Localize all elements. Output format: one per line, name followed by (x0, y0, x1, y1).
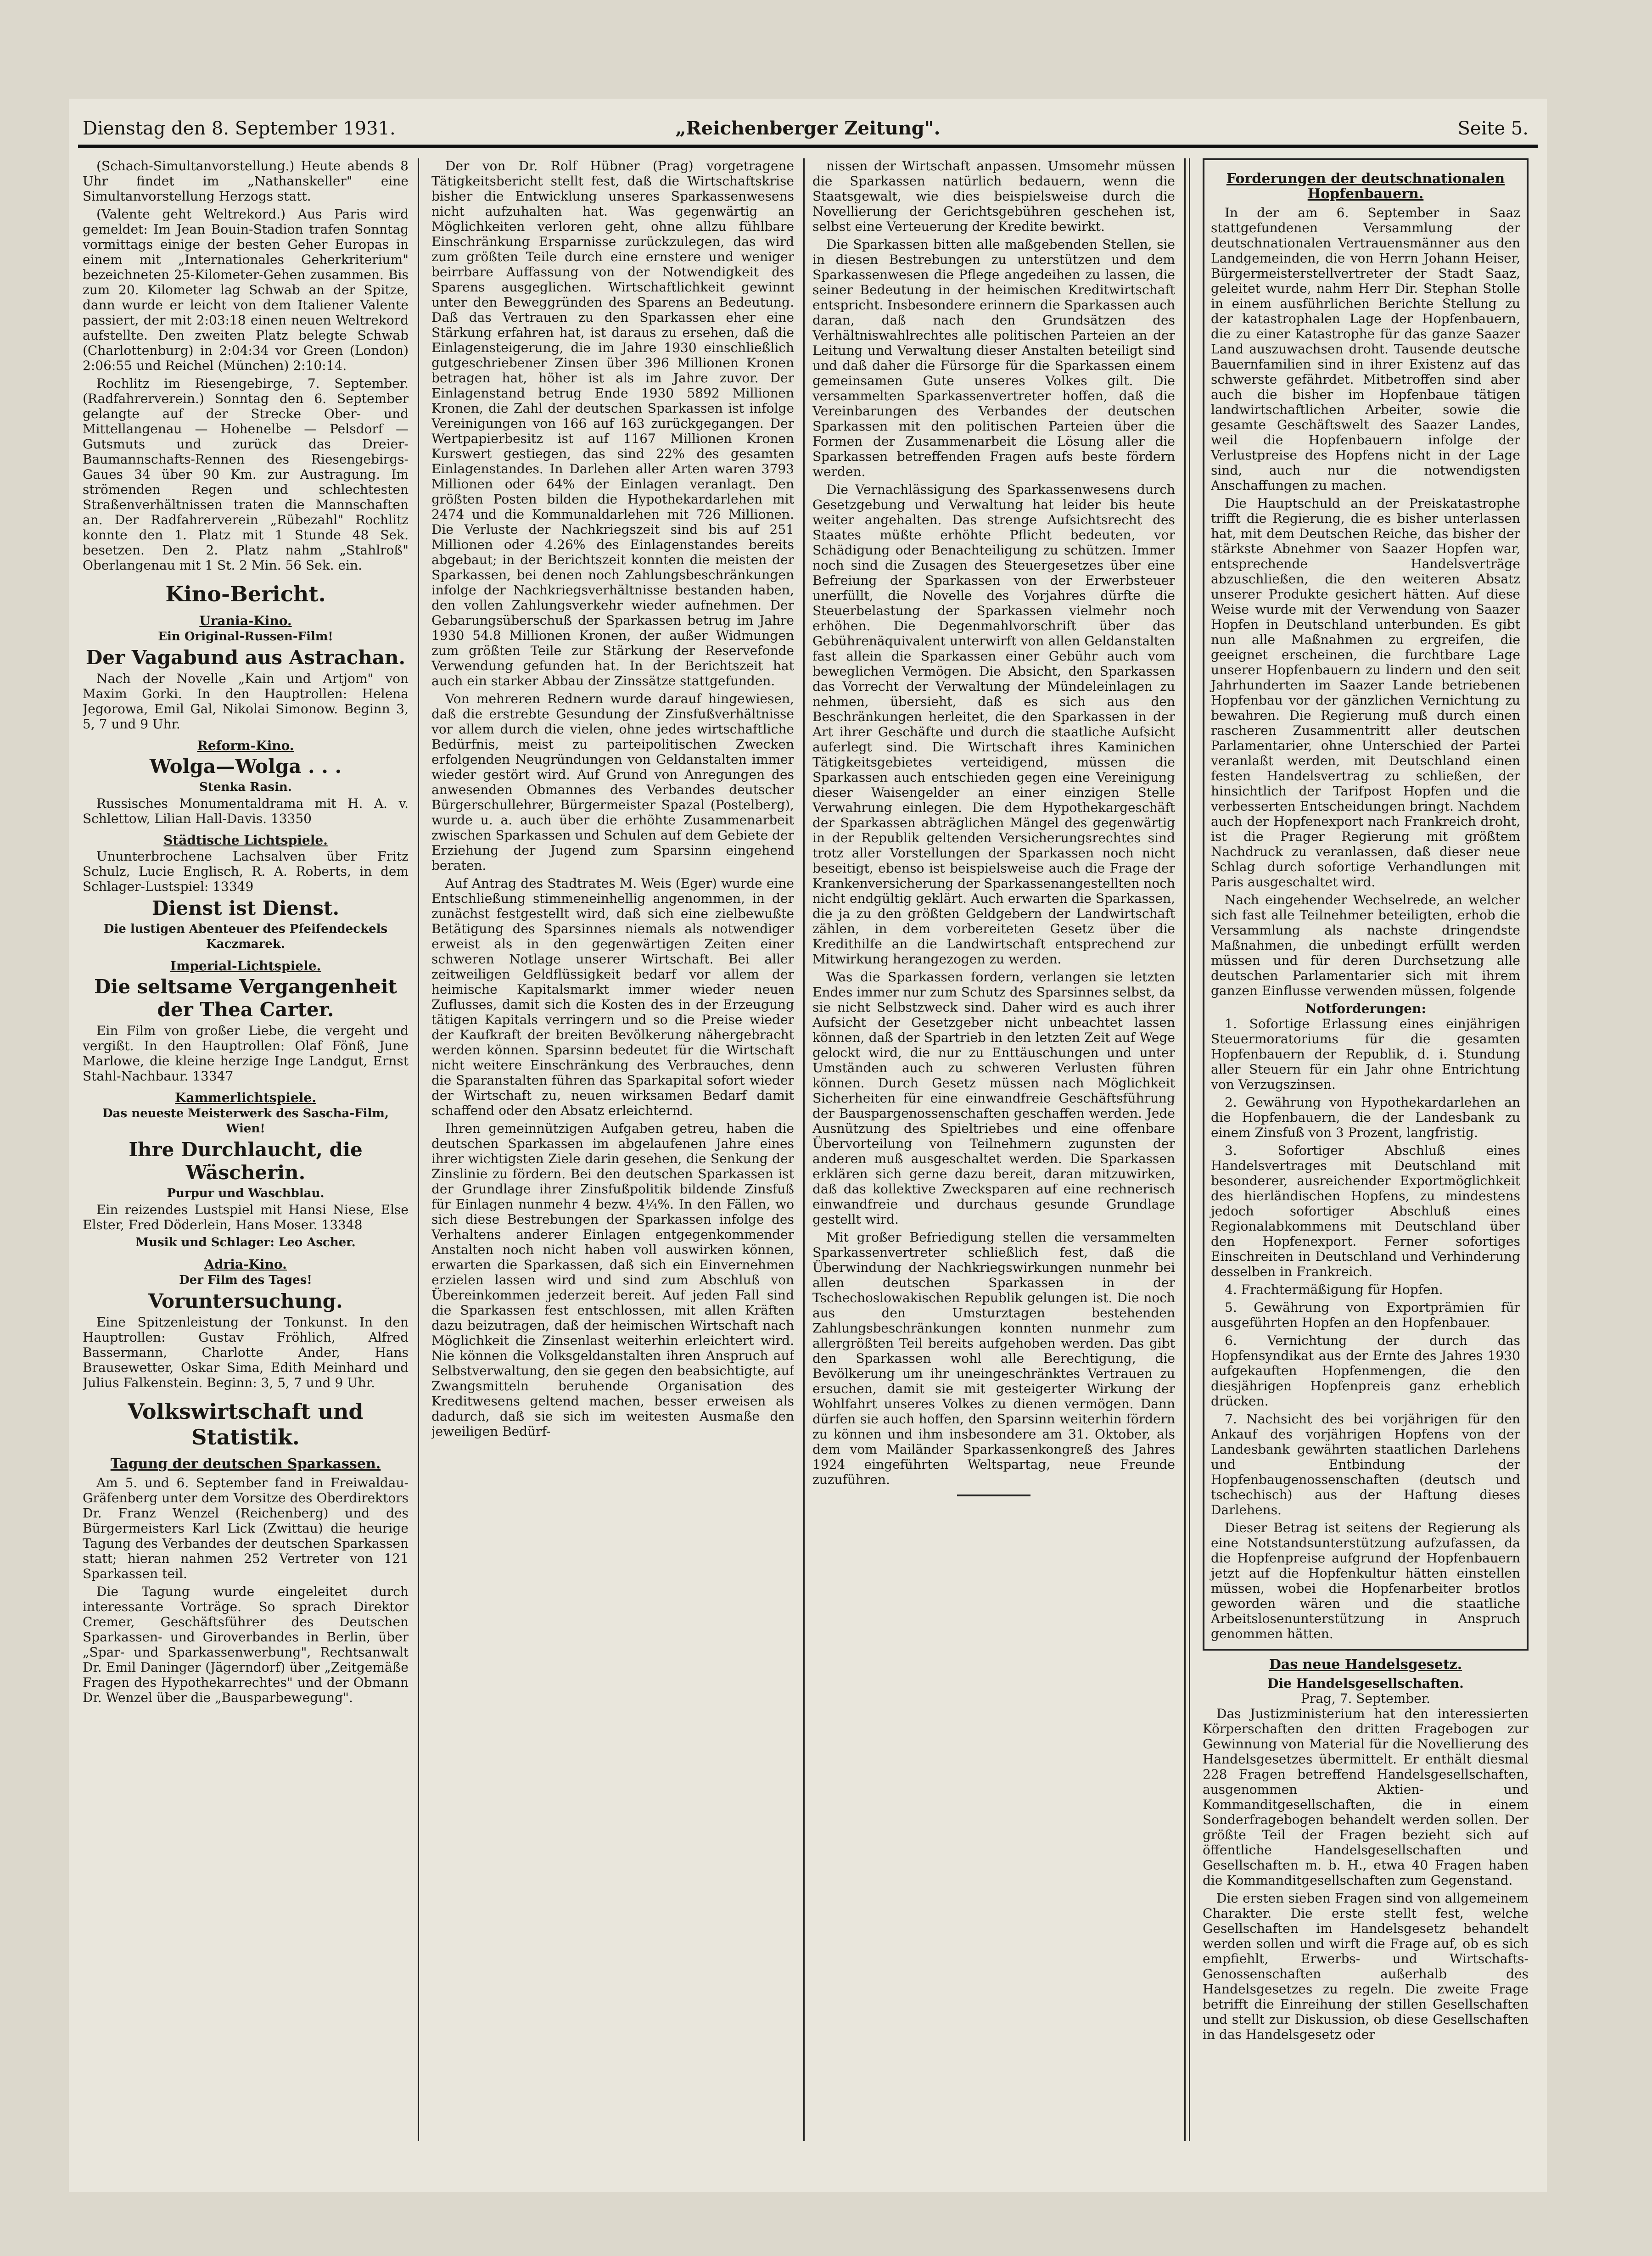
article-paragraph: Das Justizministerium hat den interessierten Körperschaften den dritten Fragebogen zur Gewinnung von Material für die Novellierung des Handelsgesetzes übermittelt. Er enthält diesmal 228 Fragen betreffend Handelsgesellschaften, ausgenommen Aktien- und Kommanditgesellschaften, die in einem Sonderfragebogen behandelt werden sollen. Der größte Teil der Fragen bezieht sich auf öffentliche Handelsgesellschaften und Gesellschaften m. b. H., etwa 40 Fragen haben die Kommanditgesellschaften zum Gegenstand. (1203, 1706, 1529, 1888)
article-paragraph: Die Vernachlässigung des Sparkassenwesens durch Gesetzgebung und Verwaltung hat leider bis heute weiter angehalten. Das strenge Aufsichtsrecht des Staates müßte erhöhte Pflicht bedeuten, vor Schädigung oder Benachteiligung zu schützen. Immer noch sind die Zusagen des Steuergesetzes über eine Befreiung der Sparkassen von der Erwerbsteuer unerfüllt, die Novelle des Vorjahres dürfte die Steuerbelastung der Sparkassen vielmehr noch erhöhen. Die Degenmahlvorschrift über das Gebührenäquivalent unterwirft von allen Geldanstalten fast allein die Sparkassen einer Gebühr auch vom beweglichen Vermögen. Die Absicht, den Sparkassen das Vorrecht der Verwaltung der Mündeleinlagen zu nehmen, übersieht, daß es sich aus den Beschränkungen herleitet, die den Sparkassen in der Art ihrer Geschäfte und durch die staatliche Aufsicht auferlegt sind. Die Wirtschaft ihres Kaminichen Tätigkeitsgebietes verteidigend, müssen die Sparkassen auch entschieden gegen eine Vereinigung dieser Waisengelder an einer einzigen Stelle Verwahrung einlegen. Die dem Hypothekargeschäft der Sparkassen abträglichen Mängel des gegenwärtig in der Republik geltenden Versicherungsrechtes sind trotz aller Vorstellungen der Sparkassen noch nicht beseitigt, ebenso ist beispielsweise auch die Frage der Krankenversicherung der Sparkassenangestellten noch nicht endgültig geklärt. Auch erwarten die Sparkassen, die ja zu den größten Geldgebern der Landwirtschaft zählen, in dem vorbereiteten Gesetz über die Kredithilfe an die Landwirtschaft entsprechend zur Mitwirkung herangezogen zu werden. (812, 482, 1175, 967)
column-rule (803, 158, 805, 2141)
article-paragraph: Am 5. und 6. September fand in Freiwaldau-Gräfenberg unter dem Vorsitze des Oberdirektors Dr. Franz Wenzel (Reichenberg) und des Bürgermeisters Karl Lick (Zwittau) die heurige Tagung des Verbandes der deutschen Sparkassen statt; hieran nahmen 252 Vertreter von 121 Sparkassen teil. (83, 1475, 409, 1581)
demand-item: 3. Sofortiger Abschluß eines Handelsvertrages mit Deutschland mit besonderer, ausreichender Exportmöglichkeit des hierländischen Hopfens, zu mindestens jedoch sofortiger Abschluß eines Regionalabkommens mit Deutschland über den Hopfenexport. Ferner sofortiges Einschreiten in Deutschland und Verhinderung desselben in Frankreich. (1211, 1143, 1520, 1279)
article-paragraph: Rochlitz im Riesengebirge, 7. September. (Radfahrerverein.) Sonntag den 6. September gelangte auf der Strecke Ober- und Mittellangenau — Hohenelbe — Pelsdorf — Gutsmuts und zurück das Dreier-Baumannschafts-Rennen des Riesengebirgs-Gaues 34 über 90 Km. zur Austragung. Im strömenden Regen und schlechtesten Straßenverhältnissen traten die Mannschaften an. Der Radfahrerverein „Rübezahl" Rochlitz konnte den 1. Platz mit 1 Stunde 48 Sek. besetzen. Den 2. Platz nahm „Stahlroß" Oberlangenau mit 1 St. 2 Min. 56 Sek. ein. (83, 376, 409, 573)
movie-description: Nach der Novelle „Kain und Artjom" von Maxim Gorki. In den Hauptrollen: Helena Jegorowa, Emil Gal, Nikolai Simonow. Beginn 3, 5, 7 und 9 Uhr. (83, 671, 409, 732)
movie-title: Der Vagabund aus Astrachan. (85, 646, 406, 669)
article-heading: Forderungen der deutschnationalen Hopfenbauern. (1226, 171, 1505, 202)
movie-description: Eine Spitzenleistung der Tonkunst. In den Hauptrollen: Gustav Fröhlich, Alfred Bassermann, Charlotte Ander, Hans Brausewetter, Oskar Sima, Edith Meinhard und Julius Falkenstein. Beginn: 3, 5, 7 und 9 Uhr. (83, 1315, 409, 1390)
cinema-subtitle: Purpur und Waschblau. (167, 1187, 325, 1200)
column-rule (1189, 158, 1190, 2141)
demand-item: 6. Vernichtung der durch das Hopfensyndikat aus der Ernte des Jahres 1930 aufgekauften Hopfenmengen, die den diesjährigen Hopfenpreis ganz erheblich drücken. (1211, 1333, 1520, 1409)
cinema-subtitle: Der Film des Tages! (179, 1273, 312, 1287)
header-date: Dienstag den 8. September 1931. (83, 118, 396, 139)
section-title-kino: Kino-Bericht. (165, 582, 326, 606)
cinema-name: Städtische Lichtspiele. (163, 833, 328, 848)
article-heading: Das neue Handelsgesetz. (1269, 1657, 1462, 1673)
movie-title: Voruntersuchung. (148, 1290, 343, 1312)
newspaper-page (69, 99, 1547, 2192)
article-paragraph: nissen der Wirtschaft anpassen. Umsomehr müssen die Sparkassen natürlich bedauern, wenn die Staatsgewalt, wie dies beispielsweise durch die Novellierung der Gerichtsgebühren geschehen ist, selbst eine Verteuerung der Kredite bewirkt. (812, 158, 1175, 234)
demand-item: 1. Sofortige Erlassung eines einjährigen Steuermoratoriums für die gesamten Hopfenbauern der Republik, d. i. Stundung aller Steuern für ein Jahr ohne Entrichtung von Verzugszinsen. (1211, 1016, 1520, 1092)
article-dateline: Prag, 7. September. (1300, 1691, 1430, 1706)
movie-title: Ihre Durchlaucht, die Wäscherin. (129, 1138, 363, 1184)
movie-description: Ununterbrochene Lachsalven über Fritz Schulz, Lucie Englisch, R. A. Roberts, in dem Schlager-Lustspiel: 13349 (83, 849, 409, 894)
article-paragraph: Der von Dr. Rolf Hübner (Prag) vorgetragene Tätigkeitsbericht stellt fest, daß die Wirtschaftskrise bisher die Entwicklung unseres Sparkassenwesens nicht aufzuhalten hat. Was gegenwärtig an Möglichkeiten verloren geht, ohne allzu fühlbare Einschränkung Ersparnisse zurückzulegen, das wird zum größten Teile durch eine ernstere und weniger beirrbare Auffassung von der Notwendigkeit des Sparens ausgeglichen. Wirtschaftlichkeit gewinnt unter den Beweggründen des Sparens an Bedeutung. Daß das Vertrauen zu den Sparkassen eher eine Stärkung erfahren hat, ist daraus zu ersehen, daß die Einlagensteigerung, die im Jahre 1930 einschließlich gutgeschriebener Zinsen über 396 Millionen Kronen betragen hat, höher ist als im Jahre zuvor. Der Einlagenstand betrug Ende 1930 5892 Millionen Kronen, die Zahl der deutschen Sparkassen ist infolge Vereinigungen von 166 auf 163 zurückgegangen. Der Wertpapierbesitz ist auf 1167 Millionen Kronen Kurswert gestiegen, das sind 22% des gesamten Einlagenstandes. In Darlehen aller Arten waren 3793 Millionen oder 64% der Einlagen veranlagt. Den größten Posten bilden die Hypothekardarlehen mit 2474 und die Kommunaldarlehen mit 726 Millionen. Die Verluste der Nachkriegszeit sind bis auf 251 Millionen oder 4.26% des Einlagenstandes bereits abgebaut; in der Berichtszeit konnten die meisten der Sparkassen, bei denen noch Zahlungsbeschränkungen infolge der Nachkriegsverhältnisse bestanden haben, den vollen Zahlungsverkehr wieder aufnehmen. Der Gebarungsüberschuß der Sparkassen betrug im Jahre 1930 54.8 Millionen Kronen, der außer Widmungen zum größten Teile zur Stärkung der Reservefonde Verwendung gefunden hat. In der Berichtszeit hat auch ein starker Abbau der Zinssätze stattgefunden. (431, 158, 794, 689)
article-paragraph: Was die Sparkassen fordern, verlangen sie letzten Endes immer nur zum Schutz des Sparsinnes selbst, da sie nicht Selbstzweck sind. Daher wird es auch ihrer Aufsicht der Gesetzgeber nicht unbeachtet lassen können, daß der Spartrieb in den letzten Zeit auf Wege gelockt wird, die nur zu Enttäuschungen und unter Umständen auch zu schweren Verlusten führen können. Durch Gesetz müssen nach Möglichkeit Sicherheiten für eine einwandfreie Geschäftsführung der Bauspargenossenschaften geschaffen werden. Jede Ausnützung des Spieltriebes und eine offenbare Übervorteilung von Teilnehmern zugunsten der anderen muß ausgeschaltet werden. Die Sparkassen erklären sich gerne dazu bereit, daran mitzuwirken, daß das kollektive Zwecksparen auf eine rechnerisch einwandfreie und durchaus gesunde Grundlage gestellt wird. (812, 969, 1175, 1227)
article-paragraph: Die Hauptschuld an der Preiskatastrophe trifft die Regierung, die es bisher unterlassen hat, mit dem Deutschen Reiche, das bisher der stärkste Abnehmer von Saazer Hopfen war, entsprechende Handelsverträge abzuschließen, die den weiteren Absatz unserer Produkte gesichert hätten. Auf diese Weise wurde mit der Verwendung von Saazer Hopfen in Deutschland unterbunden. Es gibt nun alle Maßnahmen zu ergreifen, die geeignet erscheinen, die furchtbare Lage unserer Hopfenbauern zu lindern und den seit Jahrhunderten im Saazer Lande betriebenen Hopfenbau vor der gänzlichen Vernichtung zu bewahren. Die Regierung muß durch einen rascheren Zusammentritt aller deutschen Parlamentarier, ohne Unterschied der Partei veranlaßt werden, mit Deutschland einen festen Handelsvertrag zu schließen, der hinsichtlich der Tarifpost Hopfen und die verbesserten Entscheidungen bringt. Nachdem auch der Hopfenexport nach Frankreich droht, ist die Prager Regierung mit größtem Nachdruck zu veranlassen, daß dieser neue Schlag durch sofortige Verhandlungen mit Paris ausgeschaltet wird. (1211, 496, 1520, 890)
article-paragraph: Mit großer Befriedigung stellen die versammelten Sparkassenvertreter schließlich fest, daß die Überwindung der Nachkriegswirkungen nunmehr bei allen deutschen Sparkassen in der Tschechoslowakischen Republik gelungen ist. Die noch aus den Umsturztagen bestehenden Zahlungsbeschränkungen konnten nunmehr zum allergrößten Teil bereits aufgehoben werden. Das gibt den Sparkassen wohl alle Berechtigung, die Bevölkerung um ihr uneingeschränktes Vertrauen zu ersuchen, damit sie mit gesteigerter Wirkung der Wohlfahrt unseres Volkes zu dienen vermögen. Dann dürfen sie auch hoffen, den Sparsinn weiterhin fördern zu können und ihm insbesondere am 31. Oktober, als dem vom Mailänder Sparkassenkongreß des Jahres 1924 eingeführten Weltspartag, neue Freunde zuzuführen. (812, 1230, 1175, 1487)
cinema-name: Kammerlichtspiele. (175, 1090, 316, 1105)
movie-title: Die seltsame Vergangenheit der Thea Carter. (94, 975, 398, 1021)
article-end-rule (957, 1495, 1030, 1496)
article-paragraph: Die Sparkassen bitten alle maßgebenden Stellen, sie in diesen Bestrebungen zu unterstützen und dem Sparkassenwesen die Pflege angedeihen zu lassen, die seiner Bedeutung in der heimischen Kreditwirtschaft entspricht. Insbesondere erinnern die Sparkassen auch daran, daß nach den Grundsätzen des Verhältniswahlrechtes alle politischen Parteien an der Leitung und Verwaltung dieser Anstalten beteiligt sind und daß daher die Fürsorge für die Sparkassen einem gemeinsamen Gute unseres Volkes gilt. Die versammelten Sparkassenvertreter hoffen, daß die Vereinbarungen des Verbandes der deutschen Sparkassen mit den politischen Parteien über die Formen der Zusammenarbeit die Lösung aller die Sparkassen betreffenden Fragen aufs beste fördern werden. (812, 237, 1175, 479)
demand-item: 7. Nachsicht des bei vorjährigen für den Ankauf des vorjährigen Hopfens von der Landesbank gewährten staatlichen Darlehens und Entbindung der Hopfenbaugenossenschaften (deutsch und tschechisch) aus der Haftung dieses Darlehens. (1211, 1411, 1520, 1517)
article-paragraph: (Valente geht Weltrekord.) Aus Paris wird gemeldet: Im Jean Bouin-Stadion trafen Sonntag vormittags einige der besten Geher Europas in einem mit „Internationales Geherkriterium" bezeichneten 25-Kilometer-Gehen zusammen. Bis zum 20. Kilometer lag Schwab an der Spitze, dann wurde er leicht von dem Italiener Valente passiert, der mit 2:03:18 einen neuen Weltrekord aufstellte. Den zweiten Platz belegte Schwab (Charlottenburg) in 2:04:34 vor Green (London) 2:06:55 und Reichel (München) 2:10:14. (83, 207, 409, 373)
column-4 (1203, 158, 1529, 2169)
column-rule (1184, 158, 1186, 2141)
cinema-name: Reform-Kino. (197, 738, 294, 753)
header-paper-title: „Reichenberger Zeitung". (675, 118, 941, 139)
article-paragraph: In der am 6. September in Saaz stattgefundenen Versammlung der deutschnationalen Vertrauensmänner aus den Landgemeinden, die von Herrn Johann Heiser, Bürgermeisterstellvertreter der Stadt Saaz, geleitet wurde, nahm Herr Dir. Stephan Stolle in einem ausführlichen Berichte Stellung zu der katastrophalen Lage der Hopfenbauern, die zu einer Katastrophe für das ganze Saazer Land auszuwachsen droht. Tausende deutsche Bauernfamilien sind in ihrer Existenz auf das schwerste gefährdet. Mitbetroffen sind aber auch die bisher im Hopfenbaue tätigen landwirtschaftlichen Arbeiter, sowie die gesamte Geschäftswelt des Saazer Landes, weil die Hopfenbauern infolge der Verlustpreise des Hopfens nicht in der Lage sind, auch nur die notwendigsten Anschaffungen zu machen. (1211, 205, 1520, 493)
cinema-name: Imperial-Lichtspiele. (170, 958, 321, 974)
cinema-subtitle: Ein Original-Russen-Film! (158, 630, 333, 644)
movie-title: Dienst ist Dienst. (151, 897, 340, 919)
column-rule (418, 158, 419, 2141)
demand-item: 2. Gewährung von Hypothekardarlehen an die Hopfenbauern, die der Landesbank zu einem Zinsfuß von 3 Prozent, langfristig. (1211, 1095, 1520, 1140)
article-paragraph: Die ersten sieben Fragen sind von allgemeinem Charakter. Die erste stellt fest, welche Gesellschaften im Handelsgesetz behandelt werden sollen und wirft die Frage auf, ob es sich empfiehlt, Erwerbs- und Wirtschafts-Genossenschaften außerhalb des Handelsgesetzes zu regeln. Die zweite Frage betrifft die Einreihung der stillen Gesellschaften und stellt zur Diskussion, ob diese Gesellschaften in das Handelsgesetz oder (1203, 1891, 1529, 2042)
column-2 (431, 158, 794, 2169)
article-subheading: Tagung der deutschen Sparkassen. (110, 1456, 381, 1472)
article-paragraph: Auf Antrag des Stadtrates M. Weis (Eger) wurde eine Entschließung stimmeneinhellig angenommen, in der zunächst festgestellt wird, daß sich eine zielbewußte Betätigung des Sparsinnes niemals als notwendiger erweist als in den gegenwärtigen Zeiten einer schweren Notlage unserer Wirtschaft. Bei aller zeitweiligen Geldflüssigkeit bedarf vor allem der heimische Kapitalsmarkt immer wieder neuen Zuflusses, damit sich die Kosten des in der Erzeugung tätigen Kapitals verringern und so die Preise wieder der Kaufkraft der breiten Bevölkerung nähergebracht werden können. Sparsinn bedeutet für die Wirtschaft nicht weitere Einschränkung des Verbrauches, denn die Sparanstalten führen das Sparkapital sofort wieder der Wirtschaft zu, neuen wirksamen Bedarf damit schaffend oder den Absatz erleichternd. (431, 876, 794, 1118)
demand-item: 4. Frachtermäßigung für Hopfen. (1225, 1282, 1443, 1297)
cinema-subtitle: Die lustigen Abenteuer des Pfeifendeckels Kaczmarek. (103, 922, 388, 951)
column-3 (812, 158, 1175, 2169)
demands-heading: Notforderungen: (1305, 1001, 1426, 1016)
page-header (69, 112, 1547, 145)
article-paragraph: Dieser Betrag ist seitens der Regierung als eine Notstandsunterstützung aufzufassen, da die Hopfenpreise aufgrund der Hopfenbauern jetzt auf die Hopfenkultur hätten einstellen müssen, wobei die Hopfenarbeiter brotlos geworden wären und die staatliche Arbeitslosenunterstützung in Anspruch genommen hätten. (1211, 1520, 1520, 1641)
article-paragraph: Ihren gemeinnützigen Aufgaben getreu, haben die deutschen Sparkassen im abgelaufenen Jahre eines ihrer wichtigsten Ziele darin gesehen, die Senkung der Zinslinie zu fördern. Bei den deutschen Sparkassen ist der Grundlage ihrer Zinsfußpolitik bildende Zinsfuß für Einlagen nunmehr 4 bezw. 4¼%. In den Fällen, wo sich diese Bestrebungen der Sparkassen infolge des Verhaltens anderer Einlagen entgegenkommender Anstalten noch nicht haben voll auswirken können, erwarten die Sparkassen, daß sich ein Einvernehmen erzielen lassen wird und sind zum Abschluß von Übereinkommen jederzeit bereit. Auf jeden Fall sind die Sparkassen fest entschlossen, mit allen Kräften dazu beizutragen, daß der heimischen Wirtschaft nach Möglichkeit die Zinsenlast weiterhin erleichtert wird. Nie können die Volksgeldanstalten ihren Anspruch auf Selbstverwaltung, den sie gegen den beabsichtigte, auf Zwangsmitteln beruhende Organisation des Kreditwesens geltend machen, besser erweisen als dadurch, daß sie sich im weitesten Ausmaße den jeweiligen Bedürf- (431, 1121, 794, 1439)
movie-description: Russisches Monumentaldrama mit H. A. v. Schlettow, Lilian Hall-Davis. 13350 (83, 796, 409, 826)
demand-item: 5. Gewährung von Exportprämien für ausgeführten Hopfen an den Hopfenbauer. (1211, 1300, 1520, 1330)
header-rule (78, 145, 1538, 148)
movie-music-credit: Musik und Schlager: Leo Ascher. (135, 1236, 356, 1249)
cinema-subtitle: Stenka Rasin. (199, 780, 292, 794)
cinema-name: Adria-Kino. (204, 1257, 287, 1272)
cinema-subtitle: Das neueste Meisterwerk des Sascha-Film, Wien! (102, 1107, 389, 1136)
article-paragraph: Von mehreren Rednern wurde darauf hingewiesen, daß die erstrebte Gesundung der Zinsfußverhältnisse vor allem durch die vielen, ohne jedes wirtschaftliche Bedürfnis, meist zu parteipolitischen Zwecken erfolgenden Neugründungen von Geldanstalten immer wieder gestört wird. Auf Grund von Anregungen des anwesenden Obmannes des Verbandes deutscher Bürgerschullehrer, Bürgermeister Spazal (Postelberg), wurde u. a. auch über die erhöhte Zusammenarbeit zwischen Sparkassen und Schulen auf dem Gebiete der Erziehung der Jugend zum Sparsinn eingehend beraten. (431, 691, 794, 873)
movie-title: Wolga—Wolga . . . (149, 755, 342, 778)
movie-description: Ein reizendes Lustspiel mit Hansi Niese, Else Elster, Fred Döderlein, Hans Moser. 13348 (83, 1202, 409, 1232)
article-paragraph: (Schach-Simultanvorstellung.) Heute abends 8 Uhr findet im „Nathanskeller" eine Simultanvorstellung Herzogs statt. (83, 158, 409, 204)
movie-description: Ein Film von großer Liebe, die vergeht und vergißt. In den Hauptrollen: Olaf Fönß, June Marlowe, die kleine herzige Inge Landgut, Ernst Stahl-Nachbaur. 13347 (83, 1023, 409, 1084)
article-box-hopfenbauern (1203, 158, 1529, 1651)
article-paragraph: Die Tagung wurde eingeleitet durch interessante Vorträge. So sprach Direktor Cremer, Geschäftsführer des Deutschen Sparkassen- und Giroverbandes in Berlin, über „Spar- und Sparkassenwerbung", Rechtsanwalt Dr. Emil Daninger (Jägerndorf) über „Zeitgemäße Fragen des Hypothekarrechtes" und der Obmann Dr. Wenzel über die „Bausparbewegung". (83, 1584, 409, 1705)
article-subheading: Die Handelsgesellschaften. (1267, 1676, 1464, 1691)
column-1 (83, 158, 409, 2169)
cinema-name: Urania-Kino. (199, 613, 292, 628)
article-paragraph: Nach eingehender Wechselrede, an welcher sich fast alle Teilnehmer beteiligten, erhob die Versammlung als nachste dringendste Maßnahmen, die unbedingt erfüllt werden müssen und für deren Durchsetzung alle deutschen Parlamentarier sich mit ihrem ganzen Einflusse verwenden müssen, folgende (1211, 892, 1520, 998)
header-page-number: Seite 5. (1457, 118, 1529, 139)
section-title-economy: Volkswirtschaft und Statistik. (128, 1399, 364, 1450)
